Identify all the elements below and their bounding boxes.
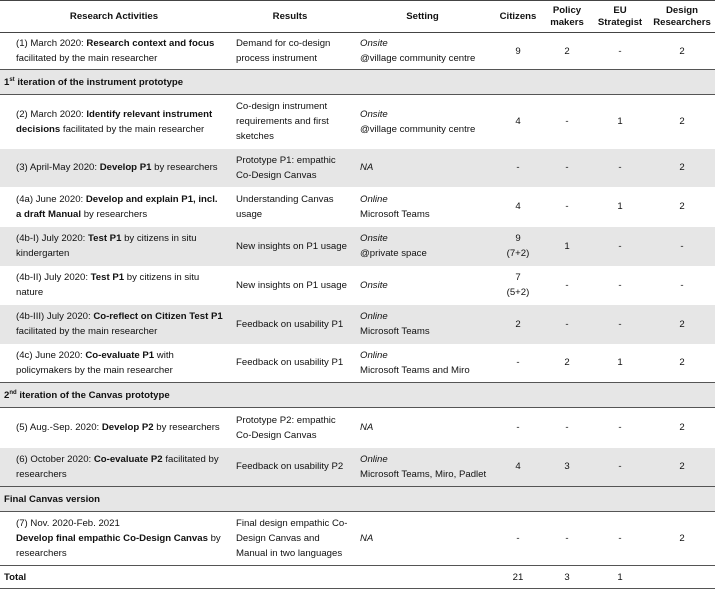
table-row (0, 266, 715, 305)
activity-cell: (4b-II) July 2020: Test P1 by citizens in situ nature (16, 272, 200, 298)
table-row (0, 149, 715, 187)
total-policy: 3 (543, 566, 591, 589)
citizens-cell: - (516, 357, 520, 369)
result-cell: Understanding Canvas usage (236, 193, 334, 220)
citizens-cell: - (516, 533, 520, 544)
table-row (0, 33, 715, 70)
setting-cell: Onsite (360, 279, 388, 291)
setting-cell: Online Microsoft Teams (352, 305, 493, 344)
policy-cell: - (565, 533, 569, 544)
design-cell: 2 (649, 448, 715, 487)
header-results: Results (228, 1, 352, 33)
table-row (0, 305, 715, 344)
eu-cell: - (591, 305, 649, 344)
eu-cell: - (591, 149, 649, 187)
table-row (0, 187, 715, 227)
result-cell: New insights on P1 usage (228, 227, 352, 266)
total-row (0, 566, 715, 589)
total-eu: 1 (591, 566, 649, 589)
table-row (0, 408, 715, 448)
eu-cell: - (618, 422, 622, 434)
policy-cell: 2 (564, 357, 570, 369)
design-cell: - (649, 227, 715, 266)
result-cell: Feedback on usability P1 (236, 357, 344, 369)
design-cell: 2 (679, 533, 685, 544)
section-row (0, 383, 715, 408)
citizens-cell: 4 (493, 448, 543, 487)
policy-cell: - (565, 116, 569, 128)
section-title: Final Canvas version (0, 487, 715, 512)
activity-cell: (4a) June 2020: Develop and explain P1, incl. a draft Manual by researchers (16, 193, 218, 220)
design-cell: 2 (679, 357, 685, 369)
header-eu-strategist: EU Strategist (591, 1, 649, 33)
section-row (0, 487, 715, 512)
result-cell: Prototype P2: empathic Co-Design Canvas (236, 414, 336, 441)
citizens-cell: - (493, 149, 543, 187)
result-cell: Prototype P1: empathic Co-Design Canvas (228, 149, 352, 187)
table-row (0, 227, 715, 266)
activity-cell: (1) March 2020: Research context and focus facilitated by the main researcher (16, 38, 215, 64)
section-title: 2nd iteration of the Canvas prototype (0, 383, 715, 408)
eu-cell: 1 (617, 116, 623, 128)
activity-cell: (4b-I) July 2020: Test P1 by citizens in situ kindergarten (0, 227, 228, 266)
eu-cell: 1 (617, 357, 623, 369)
activity-cell: (5) Aug.-Sep. 2020: Develop P2 by researchers (16, 422, 220, 434)
design-cell: 2 (679, 116, 685, 128)
setting-cell: Onsite @village community centre (360, 38, 476, 64)
table-row (0, 95, 715, 149)
result-cell: Feedback on usability P1 (228, 305, 352, 344)
eu-cell: 1 (617, 201, 623, 212)
policy-cell: 1 (543, 227, 591, 266)
setting-cell: NA (360, 533, 374, 544)
citizens-cell: 2 (493, 305, 543, 344)
total-citizens: 21 (493, 566, 543, 589)
header-activities: Research Activities (0, 1, 228, 33)
design-cell: 2 (679, 45, 685, 57)
citizens-cell: 9 (515, 45, 521, 57)
total-design (649, 566, 715, 589)
header-design-researchers: Design Researchers (649, 1, 715, 33)
citizens-cell: 4 (515, 116, 521, 128)
result-cell: Final design empathic Co-Design Canvas and Manual in two languages (236, 518, 348, 559)
design-cell: - (680, 279, 684, 291)
activity-cell: (3) April-May 2020: Develop P1 by researchers (0, 149, 228, 187)
setting-cell: Onsite @private space (352, 227, 493, 266)
result-cell: Feedback on usability P2 (228, 448, 352, 487)
eu-cell: - (591, 227, 649, 266)
policy-cell: - (543, 305, 591, 344)
result-cell: Co-design instrument requirements and first sketches (236, 101, 329, 143)
setting-cell: Online Microsoft Teams and Miro (360, 349, 470, 376)
eu-cell: - (618, 533, 622, 544)
activity-cell: (4b-III) July 2020: Co-reflect on Citizen Test P1 facilitated by the main researcher (0, 305, 228, 344)
eu-cell: - (618, 279, 622, 291)
activity-cell: (2) March 2020: Identify relevant instrument decisions facilitated by the main researcher (16, 108, 213, 135)
policy-cell: 3 (543, 448, 591, 487)
header-policy-makers: Policy makers (543, 1, 591, 33)
setting-cell: NA (352, 149, 493, 187)
setting-cell: NA (360, 422, 374, 434)
setting-cell: Online Microsoft Teams (360, 193, 430, 220)
policy-cell: - (565, 422, 569, 434)
table-row (0, 448, 715, 487)
activity-cell: (4c) June 2020: Co-evaluate P1 with policymakers by the main researcher (16, 349, 174, 376)
eu-cell: - (591, 448, 649, 487)
setting-cell: Online Microsoft Teams, Miro, Padlet (352, 448, 493, 487)
result-cell: New insights on P1 usage (236, 279, 347, 291)
header-setting: Setting (352, 1, 493, 33)
activity-cell: (6) October 2020: Co-evaluate P2 facilitated by researchers (0, 448, 228, 487)
header-citizens: Citizens (493, 1, 543, 33)
table-row (0, 512, 715, 566)
policy-cell: 2 (564, 45, 570, 57)
citizens-cell: 4 (515, 201, 521, 212)
activity-cell: (7) Nov. 2020-Feb. 2021 Develop final empathic Co-Design Canvas by researchers (16, 518, 221, 559)
setting-cell: Onsite @village community centre (360, 108, 476, 135)
design-cell: 2 (679, 201, 685, 212)
eu-cell: - (618, 45, 622, 57)
design-cell: 2 (649, 305, 715, 344)
policy-cell: - (565, 201, 569, 212)
citizens-cell: - (516, 422, 520, 434)
policy-cell: - (565, 279, 569, 291)
header-row (0, 1, 715, 33)
design-cell: 2 (679, 422, 685, 434)
section-row (0, 70, 715, 95)
table-row (0, 344, 715, 383)
design-cell: 2 (649, 149, 715, 187)
result-cell: Demand for co-design process instrument (236, 38, 331, 64)
policy-cell: - (543, 149, 591, 187)
citizens-cell: 7 (5+2) (506, 272, 530, 298)
total-label: Total (0, 566, 228, 589)
section-title: 1st iteration of the instrument prototype (0, 70, 715, 95)
citizens-cell: 9 (7+2) (493, 227, 543, 266)
